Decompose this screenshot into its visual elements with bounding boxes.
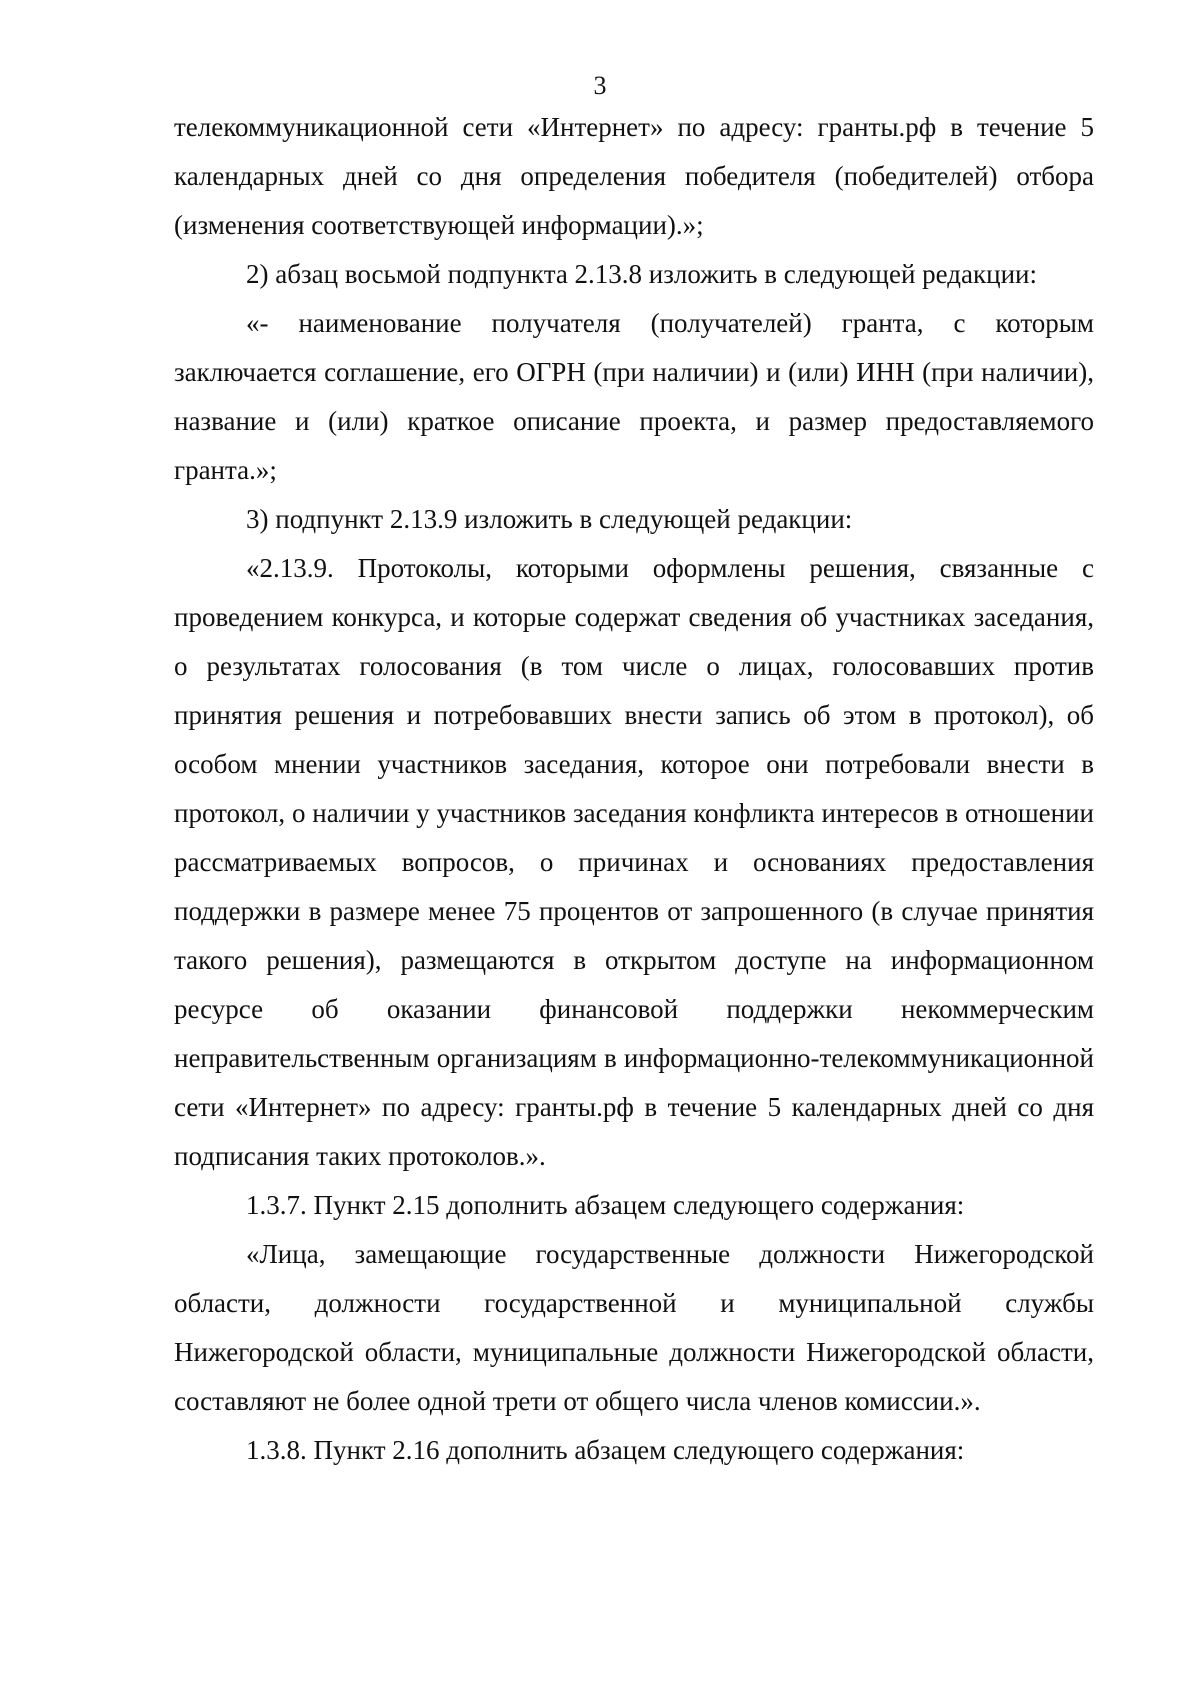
paragraph-item-1-3-7: 1.3.7. Пункт 2.15 дополнить абзацем следующего содержания: xyxy=(246,1190,965,1220)
paragraph-item-3: 3) подпункт 2.13.9 изложить в следующей редакции: xyxy=(246,504,853,534)
paragraph-quote-commission: «Лица, замещающие государственные должности Нижегородской области, должности государственной и муниципальной службы Нижегородской области, муниципальные должности Нижегородской области, составляют не более одной трети от общего числа членов комиссии.». xyxy=(174,1239,1094,1416)
paragraph-item-2: 2) абзац восьмой подпункта 2.13.8 изложить в следующей редакции: xyxy=(246,259,1037,289)
document-body xyxy=(174,103,1094,1475)
paragraph-item-1-3-8: 1.3.8. Пункт 2.16 дополнить абзацем следующего содержания: xyxy=(246,1435,965,1465)
paragraph-continuation: телекоммуникационной сети «Интернет» по адресу: гранты.рф в течение 5 календарных дней со дня определения победителя (победителей) отбора (изменения соответствующей информации).»; xyxy=(174,112,1094,240)
page-number: 3 xyxy=(593,71,607,100)
paragraph-quote-recipient: «- наименование получателя (получателей) гранта, с которым заключается соглашение, его ОГРН (при наличии) и (или) ИНН (при наличии), название и (или) краткое описание проекта, и размер предоставляемого гранта.»; xyxy=(174,308,1094,485)
paragraph-quote-protocols: «2.13.9. Протоколы, которыми оформлены решения, связанные с проведением конкурса, и которые содержат сведения об участниках заседания, о результатах голосования (в том числе о лицах, голосовавших против принятия решения и потребовавших внести запись об этом в протокол), об особом мнении участников заседания, которое они потребовали внести в протокол, о наличии у участников заседания конфликта интересов в отношении рассматриваемых вопросов, о причинах и основаниях предоставления поддержки в размере менее 75 процентов от запрошенного (в случае принятия такого решения), размещаются в открытом доступе на информационном ресурсе об оказании финансовой поддержки некоммерческим неправительственным организациям в информационно-телекоммуникационной сети «Интернет» по адресу: гранты.рф в течение 5 календарных дней со дня подписания таких протоколов.». xyxy=(174,553,1094,1171)
